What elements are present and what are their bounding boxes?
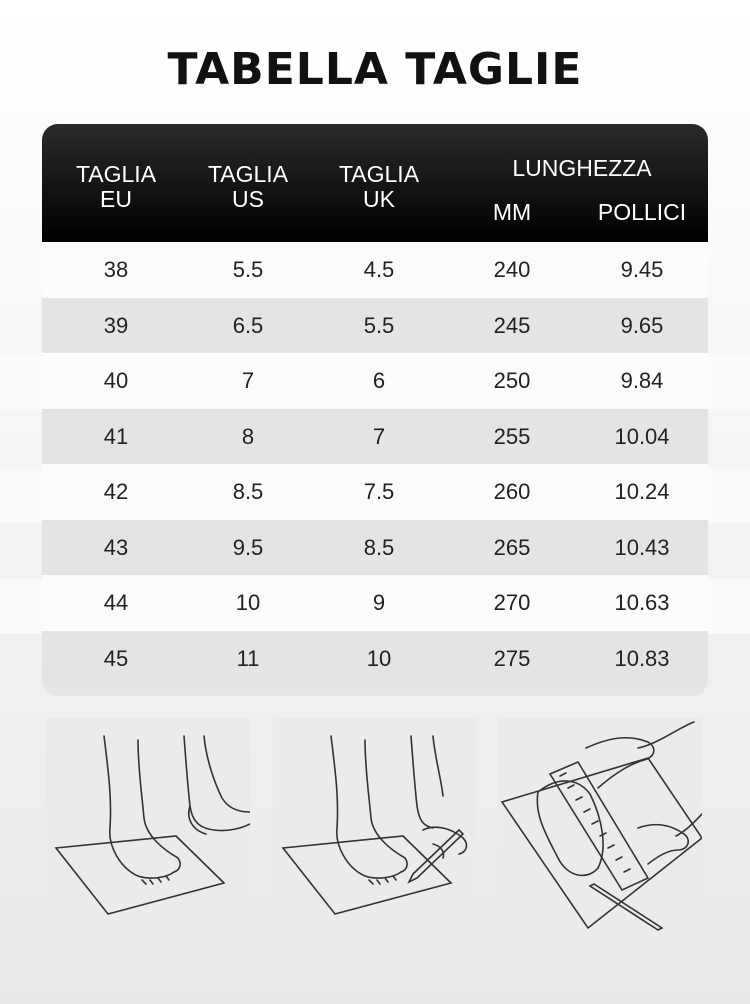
cell-in: 9.65 (620, 312, 664, 338)
cell-uk: 5.5 (363, 312, 395, 338)
cell-uk: 8.5 (363, 534, 395, 560)
cell-mm: 275 (493, 645, 531, 671)
header-us (198, 162, 298, 212)
table-header (42, 124, 708, 242)
cell-eu: 39 (103, 312, 129, 338)
cell-mm: 245 (493, 312, 531, 338)
table-row (42, 520, 708, 576)
cell-in: 9.45 (620, 257, 664, 282)
cell-in: 10.24 (614, 479, 670, 504)
foot-on-paper-icon (46, 718, 250, 942)
table-row (42, 409, 708, 465)
table-row (42, 298, 708, 354)
cell-uk: 9 (372, 590, 386, 615)
size-table (42, 124, 708, 696)
header-eu-line1: TAGLIA (75, 161, 157, 187)
cell-in: 10.04 (614, 423, 670, 449)
table-row (42, 353, 708, 409)
cell-mm: 250 (493, 368, 531, 393)
table-row (42, 575, 708, 631)
cell-eu: 40 (103, 368, 129, 393)
header-length: LUNGHEZZA (512, 155, 652, 181)
cell-eu: 42 (103, 479, 129, 504)
cell-us: 7 (241, 368, 255, 393)
cell-uk: 7 (372, 423, 386, 449)
cell-in: 10.43 (614, 534, 670, 560)
cell-in: 10.63 (614, 590, 670, 615)
cell-us: 9.5 (232, 534, 264, 560)
cell-eu: 43 (103, 534, 129, 560)
header-inches: POLLICI (597, 199, 687, 225)
header-uk-line2: UK (363, 186, 395, 212)
header-uk (329, 162, 429, 212)
page-title: TABELLA TAGLIE (167, 44, 583, 95)
header-eu (66, 162, 166, 212)
measure-with-ruler-icon (498, 718, 702, 942)
cell-in: 10.83 (614, 645, 670, 671)
cell-mm: 255 (493, 423, 531, 449)
cell-us: 6.5 (232, 312, 264, 338)
cell-eu: 41 (103, 423, 129, 449)
cell-mm: 270 (493, 590, 531, 615)
cell-us: 5.5 (232, 257, 264, 282)
cell-eu: 44 (103, 590, 129, 615)
cell-mm: 240 (493, 257, 531, 282)
table-row (42, 464, 708, 520)
cell-uk: 10 (366, 645, 392, 671)
cell-uk: 6 (372, 368, 386, 393)
cell-us: 10 (235, 590, 261, 615)
header-mm: MM (492, 199, 532, 225)
cell-eu: 38 (103, 257, 129, 282)
cell-us: 8 (241, 423, 255, 449)
trace-foot-with-pencil-icon (273, 718, 477, 942)
cell-uk: 4.5 (363, 257, 395, 282)
header-uk-line1: TAGLIA (338, 161, 420, 187)
measuring-instructions (0, 718, 750, 944)
cell-mm: 260 (493, 479, 531, 504)
table-row (42, 242, 708, 298)
cell-mm: 265 (493, 534, 531, 560)
cell-eu: 45 (103, 645, 129, 671)
header-eu-line2: EU (100, 186, 132, 212)
cell-us: 8.5 (232, 479, 264, 504)
table-row (42, 631, 708, 687)
cell-us: 11 (236, 645, 260, 671)
header-us-line2: US (232, 186, 264, 212)
header-us-line1: TAGLIA (207, 161, 289, 187)
cell-uk: 7.5 (363, 479, 395, 504)
cell-in: 9.84 (620, 368, 664, 393)
